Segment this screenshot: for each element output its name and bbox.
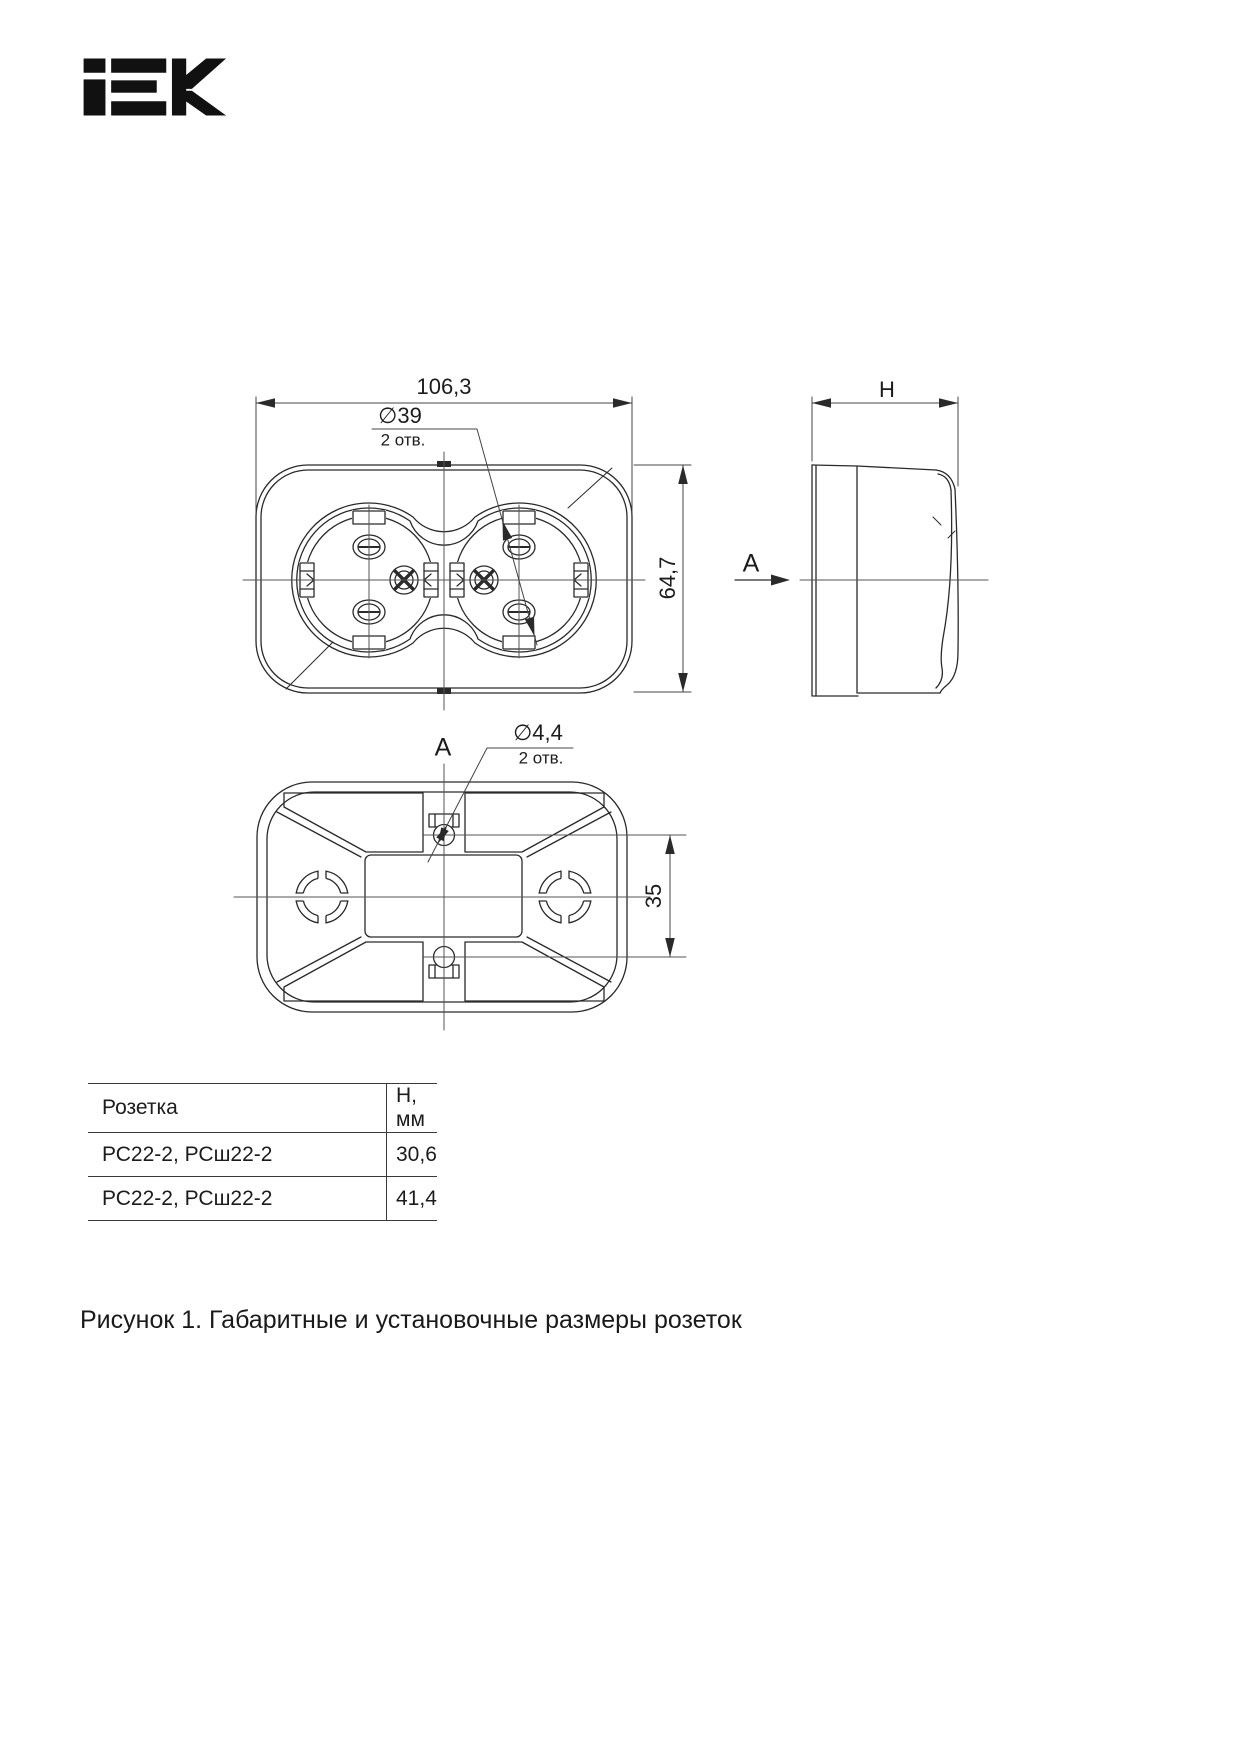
- hole-diameter-callout: ∅39: [378, 403, 422, 428]
- dim-hole-spacing-label: 35: [641, 883, 666, 909]
- dim-width-label: 106,3: [416, 374, 472, 399]
- section-label-front: А: [742, 549, 760, 578]
- front-view-dimensions: [256, 397, 691, 692]
- column-header-socket: Розетка: [88, 1084, 387, 1133]
- socket-model-cell: РС22-2, РСш22-2: [88, 1177, 387, 1221]
- figure-caption: Рисунок 1. Габаритные и установочные размеры розеток: [80, 1306, 742, 1334]
- side-view-dimensions: [812, 397, 958, 486]
- table-header-row: [88, 1084, 437, 1133]
- mounting-hole-callout: ∅4,4: [513, 720, 563, 745]
- socket-height-cell: 41,4: [387, 1177, 438, 1221]
- table-row: [88, 1177, 437, 1221]
- socket-height-cell: 30,6: [387, 1133, 438, 1177]
- dim-depth-label: H: [879, 377, 895, 402]
- dim-height-label: 64,7: [655, 556, 680, 600]
- spec-table: [88, 1083, 437, 1221]
- bottom-view-centerlines: [234, 764, 686, 1030]
- view-label-bottom: А: [434, 733, 452, 762]
- hole-count-note: 2 отв.: [380, 430, 426, 450]
- mounting-hole-note: 2 отв.: [518, 748, 564, 768]
- column-header-height: Н, мм: [387, 1084, 438, 1133]
- table-row: [88, 1133, 437, 1177]
- socket-model-cell: РС22-2, РСш22-2: [88, 1133, 387, 1177]
